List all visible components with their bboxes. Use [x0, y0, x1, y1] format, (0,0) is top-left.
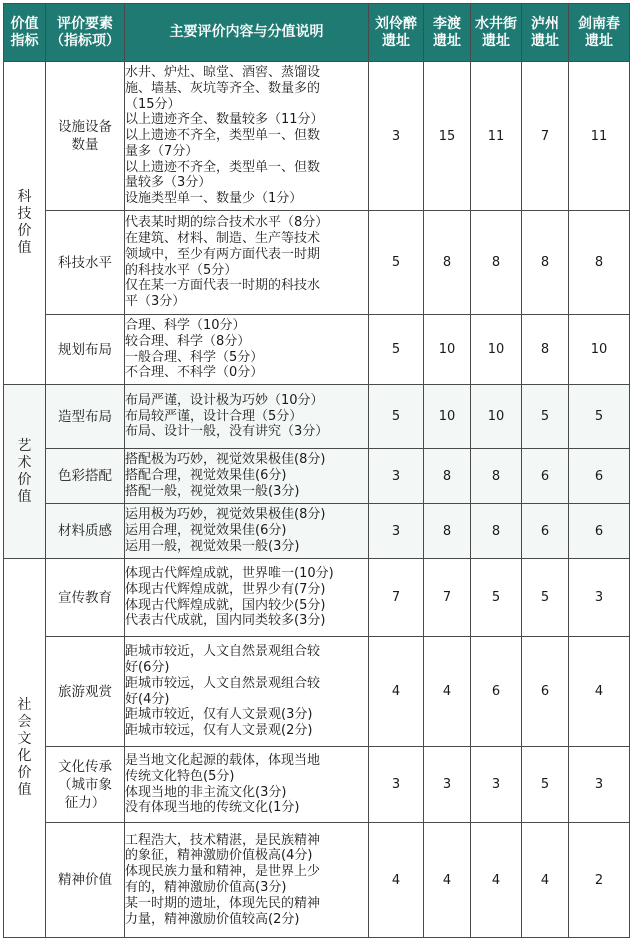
header-dimension-line: 指标	[10, 32, 39, 49]
score-value: 6	[594, 468, 604, 484]
score-cell-luzhou	[522, 637, 569, 747]
criteria-line: 力量，精神激励价值较高(2分)	[125, 911, 300, 927]
criteria-line: 运用一般，视觉效果一般(3分)	[125, 538, 300, 554]
table-row	[4, 315, 630, 385]
dimension-char: 值	[17, 782, 32, 798]
criteria-cell	[125, 823, 369, 938]
score-cell-shuijingjie	[471, 315, 522, 385]
dimension-culture	[4, 559, 46, 938]
header-content	[125, 4, 369, 62]
score-value: 4	[491, 872, 501, 888]
criteria-line: 较合理、科学（8分）	[125, 333, 251, 349]
dimension-char: 术	[17, 454, 32, 471]
score-cell-luzhou	[522, 823, 569, 938]
score-value: 3	[442, 777, 452, 792]
score-value: 5	[540, 590, 550, 605]
score-value: 8	[540, 255, 550, 270]
criteria-line: 施、墙基、灰坑等齐全、数量多的	[125, 80, 321, 96]
criteria-line: 距城市较远，仅有人文景观(2分)	[125, 723, 313, 739]
score-value: 8	[442, 523, 452, 539]
criteria-line: 体现古代辉煌成就，世界少有(7分)	[125, 581, 326, 597]
score-cell-jiannanchun	[569, 747, 630, 823]
criteria-cell	[125, 211, 369, 315]
criteria-cell	[125, 62, 369, 211]
table-row	[4, 747, 630, 823]
dimension-char: 值	[17, 488, 32, 505]
score-value: 7	[442, 590, 452, 605]
table-body	[4, 62, 630, 938]
score-value: 6	[540, 684, 550, 699]
score-value: 3	[391, 468, 401, 484]
criteria-line: 运用极为巧妙，视觉效果极佳(8分)	[125, 507, 326, 523]
score-cell-shuijingjie	[471, 449, 522, 504]
score-value: 5	[491, 590, 501, 605]
indicator-cell	[46, 504, 125, 559]
header-row	[4, 4, 630, 62]
score-cell-liulingzui	[369, 637, 424, 747]
criteria-line: 布局较严谨，设计合理（5分）	[125, 408, 303, 424]
criteria-line: 一般合理、科学（5分）	[125, 349, 264, 365]
score-cell-jiannanchun	[569, 211, 630, 315]
score-value: 7	[540, 128, 550, 144]
indicator-cell	[46, 747, 125, 823]
criteria-line: 量较多（3分）	[125, 175, 212, 191]
header-site-jiannanchun	[569, 4, 630, 62]
dimension-char: 价	[17, 765, 32, 781]
criteria-cell	[125, 747, 369, 823]
criteria-line: 以上遗迹齐全、数量较多（11分）	[125, 112, 324, 128]
score-cell-liulingzui	[369, 504, 424, 559]
criteria-line: 体现民族力量和精神，是世界上少	[125, 864, 321, 880]
score-cell-jiannanchun	[569, 823, 630, 938]
score-cell-shuijingjie	[471, 823, 522, 938]
score-value: 5	[594, 409, 604, 424]
score-cell-liulingzui	[369, 559, 424, 637]
score-cell-luzhou	[522, 62, 569, 211]
score-value: 3	[391, 777, 401, 792]
score-cell-liulingzui	[369, 62, 424, 211]
criteria-line: 搭配一般，视觉效果一般(3分)	[125, 483, 300, 499]
dimension-art	[4, 385, 46, 559]
criteria-line: 搭配合理，视觉效果佳(6分)	[125, 468, 287, 484]
dimension-char: 价	[17, 471, 32, 488]
criteria-line: 的象征，精神激励价值极高(4分)	[125, 848, 313, 864]
indicator-label: 精神价值	[58, 872, 112, 888]
score-cell-shuijingjie	[471, 385, 522, 449]
score-value: 8	[491, 523, 501, 539]
score-cell-jiannanchun	[569, 385, 630, 449]
indicator-label: 征力）	[64, 794, 106, 811]
score-cell-shuijingjie	[471, 504, 522, 559]
criteria-line: 量多（7分）	[125, 143, 199, 159]
score-value: 10	[590, 342, 608, 357]
criteria-line: 代表古代成就，国内同类较多(3分)	[125, 613, 326, 629]
criteria-line: 设施类型单一、数量少（1分）	[125, 191, 303, 207]
score-cell-shuijingjie	[471, 637, 522, 747]
score-value: 10	[438, 409, 456, 424]
score-cell-luzhou	[522, 449, 569, 504]
criteria-line: 距城市较远，人文自然景观组合较	[125, 675, 321, 691]
indicator-cell	[46, 823, 125, 938]
score-cell-shuijingjie	[471, 747, 522, 823]
criteria-line: 在建筑、材料、制造、生产等技术	[125, 230, 321, 246]
indicator-label: 科技水平	[58, 254, 112, 271]
score-value: 5	[540, 777, 550, 792]
score-cell-luzhou	[522, 559, 569, 637]
dimension-char: 化	[17, 748, 32, 764]
criteria-line: 合理、科学（10分）	[125, 317, 246, 333]
score-value: 8	[540, 342, 550, 357]
header-indicator	[46, 4, 125, 62]
criteria-cell	[125, 385, 369, 449]
score-value: 10	[487, 342, 505, 357]
score-value: 4	[391, 872, 401, 888]
score-cell-luzhou	[522, 504, 569, 559]
score-cell-lidu	[424, 504, 471, 559]
score-value: 4	[442, 872, 452, 888]
dimension-char: 值	[17, 240, 32, 256]
criteria-cell	[125, 504, 369, 559]
dimension-char: 科	[17, 189, 32, 205]
score-cell-lidu	[424, 449, 471, 504]
score-cell-lidu	[424, 315, 471, 385]
score-value: 8	[442, 468, 452, 484]
score-cell-jiannanchun	[569, 637, 630, 747]
score-cell-jiannanchun	[569, 62, 630, 211]
score-cell-luzhou	[522, 211, 569, 315]
criteria-line: 不合理、不科学（0分）	[125, 365, 264, 381]
header-content-line: 主要评价内容与分值说明	[169, 24, 324, 40]
indicator-label: 设施设备	[58, 119, 112, 135]
table-row	[4, 385, 630, 449]
table-row	[4, 823, 630, 938]
score-value: 11	[590, 128, 608, 144]
criteria-line: 体现古代辉煌成就，世界唯一(10分)	[125, 565, 334, 581]
score-cell-liulingzui	[369, 385, 424, 449]
score-cell-luzhou	[522, 747, 569, 823]
score-value: 5	[540, 409, 550, 424]
criteria-line: （15分）	[125, 96, 181, 112]
score-value: 4	[594, 684, 604, 699]
score-cell-liulingzui	[369, 747, 424, 823]
score-value: 4	[391, 684, 401, 699]
score-cell-jiannanchun	[569, 504, 630, 559]
header-site-shuijingjie	[471, 4, 522, 62]
criteria-line: 是当地文化起源的载体，体现当地	[125, 752, 321, 768]
indicator-cell	[46, 559, 125, 637]
table-row	[4, 62, 630, 211]
criteria-cell	[125, 449, 369, 504]
criteria-line: 好(4分)	[125, 691, 170, 707]
indicator-label: 造型布局	[58, 408, 112, 425]
score-value: 5	[391, 409, 401, 424]
score-value: 7	[391, 590, 401, 605]
score-value: 6	[491, 684, 501, 699]
criteria-cell	[125, 559, 369, 637]
criteria-line: 以上遗迹不齐全，类型单一、但数	[125, 128, 321, 144]
header-dimension	[4, 4, 46, 62]
criteria-line: 传统文化特色(5分)	[125, 768, 235, 784]
table-row	[4, 449, 630, 504]
header-site-line: 遗址	[482, 32, 510, 49]
indicator-label: （城市象	[58, 776, 112, 793]
criteria-line: 平（3分）	[125, 294, 186, 310]
score-value: 8	[491, 255, 501, 270]
criteria-line: 布局、设计一般，没有讲究（3分）	[125, 424, 329, 440]
indicator-label: 材料质感	[58, 523, 112, 539]
criteria-line: 体现当地的非主流文化(3分)	[125, 784, 287, 800]
dimension-char: 文	[17, 731, 32, 747]
criteria-line: 搭配极为巧妙，视觉效果极佳(8分)	[125, 452, 326, 468]
score-cell-jiannanchun	[569, 315, 630, 385]
criteria-line: 仅在某一方面代表一时期的科技水	[125, 278, 321, 294]
header-site-liulingzui	[369, 4, 424, 62]
dimension-char: 会	[17, 714, 32, 730]
indicator-label: 宣传教育	[58, 589, 112, 606]
score-value: 3	[391, 128, 401, 144]
score-value: 10	[487, 409, 505, 424]
indicator-cell	[46, 637, 125, 747]
score-cell-shuijingjie	[471, 211, 522, 315]
indicator-label: 文化传承	[58, 758, 112, 775]
score-value: 2	[594, 872, 604, 888]
score-value: 6	[540, 468, 550, 484]
score-cell-lidu	[424, 559, 471, 637]
header-site-line: 李渡	[433, 15, 461, 32]
indicator-label: 数量	[71, 137, 99, 153]
score-value: 6	[540, 523, 550, 539]
criteria-line: 体现古代辉煌成就，国内较少(5分)	[125, 597, 326, 613]
dimension-char: 艺	[17, 437, 32, 454]
table-row	[4, 211, 630, 315]
criteria-line: 没有体现当地的传统文化(1分)	[125, 800, 300, 816]
criteria-line: 好(6分)	[125, 659, 170, 675]
header-site-line: 遗址	[382, 32, 410, 49]
criteria-line: 的科技水平（5分）	[125, 262, 238, 278]
table-row	[4, 504, 630, 559]
score-value: 15	[438, 128, 456, 144]
indicator-label: 规划布局	[58, 341, 112, 358]
criteria-line: 领域中，至少有两方面代表一时期	[125, 246, 321, 262]
dimension-char: 社	[17, 697, 32, 713]
score-cell-liulingzui	[369, 823, 424, 938]
criteria-line: 运用合理，视觉效果佳(6分)	[125, 523, 287, 539]
score-cell-lidu	[424, 385, 471, 449]
score-value: 8	[491, 468, 501, 484]
header-indicator-line: 评价要素	[57, 15, 113, 32]
dimension-char: 技	[17, 206, 32, 222]
criteria-line: 布局严谨，设计极为巧妙（10分）	[125, 392, 324, 408]
score-cell-jiannanchun	[569, 559, 630, 637]
criteria-line: 水井、炉灶、晾堂、酒窖、蒸馏设	[125, 64, 321, 80]
score-value: 6	[594, 523, 604, 539]
header-site-lidu	[424, 4, 471, 62]
header-site-line: 泸州	[531, 15, 559, 32]
criteria-cell	[125, 637, 369, 747]
header-dimension-line: 价值	[10, 15, 39, 32]
indicator-cell	[46, 315, 125, 385]
criteria-line: 代表某时期的综合技术水平（8分）	[125, 215, 329, 231]
score-cell-lidu	[424, 211, 471, 315]
indicator-label: 色彩搭配	[58, 468, 112, 484]
table-row	[4, 637, 630, 747]
score-value: 3	[491, 777, 501, 792]
header-site-line: 遗址	[531, 32, 559, 49]
indicator-cell	[46, 62, 125, 211]
criteria-line: 有的，精神激励价值高(3分)	[125, 880, 287, 895]
criteria-line: 工程浩大，技术精湛，是民族精神	[125, 832, 321, 848]
score-value: 5	[391, 255, 401, 270]
header-site-line: 水井街	[475, 15, 517, 32]
evaluation-table	[3, 3, 630, 938]
criteria-line: 距城市较近，人文自然景观组合较	[125, 644, 321, 660]
score-cell-jiannanchun	[569, 449, 630, 504]
score-cell-lidu	[424, 62, 471, 211]
score-cell-shuijingjie	[471, 559, 522, 637]
table-row	[4, 559, 630, 637]
indicator-cell	[46, 449, 125, 504]
indicator-label: 旅游观赏	[58, 683, 112, 700]
score-value: 10	[438, 342, 456, 357]
indicator-cell	[46, 211, 125, 315]
score-cell-liulingzui	[369, 211, 424, 315]
score-cell-lidu	[424, 747, 471, 823]
score-cell-liulingzui	[369, 315, 424, 385]
header-site-line: 遗址	[585, 32, 613, 49]
criteria-line: 以上遗迹不齐全，类型单一、但数	[125, 159, 321, 175]
indicator-cell	[46, 385, 125, 449]
criteria-line: 某一时期的遗址，体现先民的精神	[125, 895, 321, 911]
score-cell-luzhou	[522, 315, 569, 385]
score-cell-lidu	[424, 637, 471, 747]
score-cell-luzhou	[522, 385, 569, 449]
header-site-line: 遗址	[433, 32, 461, 49]
header-site-line: 剑南春	[578, 15, 620, 32]
score-cell-liulingzui	[369, 449, 424, 504]
dimension-char: 价	[17, 223, 32, 239]
dimension-science	[4, 62, 46, 385]
score-value: 3	[594, 590, 604, 605]
score-value: 4	[442, 684, 452, 699]
score-value: 8	[442, 255, 452, 270]
header-indicator-line: （指标项）	[50, 32, 120, 49]
header-site-line: 刘伶醉	[375, 15, 417, 32]
score-value: 5	[391, 342, 401, 357]
score-value: 3	[391, 523, 401, 539]
header-site-luzhou	[522, 4, 569, 62]
score-cell-lidu	[424, 823, 471, 938]
score-value: 11	[487, 128, 505, 144]
score-value: 8	[594, 255, 604, 270]
score-cell-shuijingjie	[471, 62, 522, 211]
score-value: 4	[540, 872, 550, 888]
criteria-cell	[125, 315, 369, 385]
criteria-line: 距城市较近，仅有人文景观(3分)	[125, 707, 313, 723]
score-value: 3	[594, 777, 604, 792]
